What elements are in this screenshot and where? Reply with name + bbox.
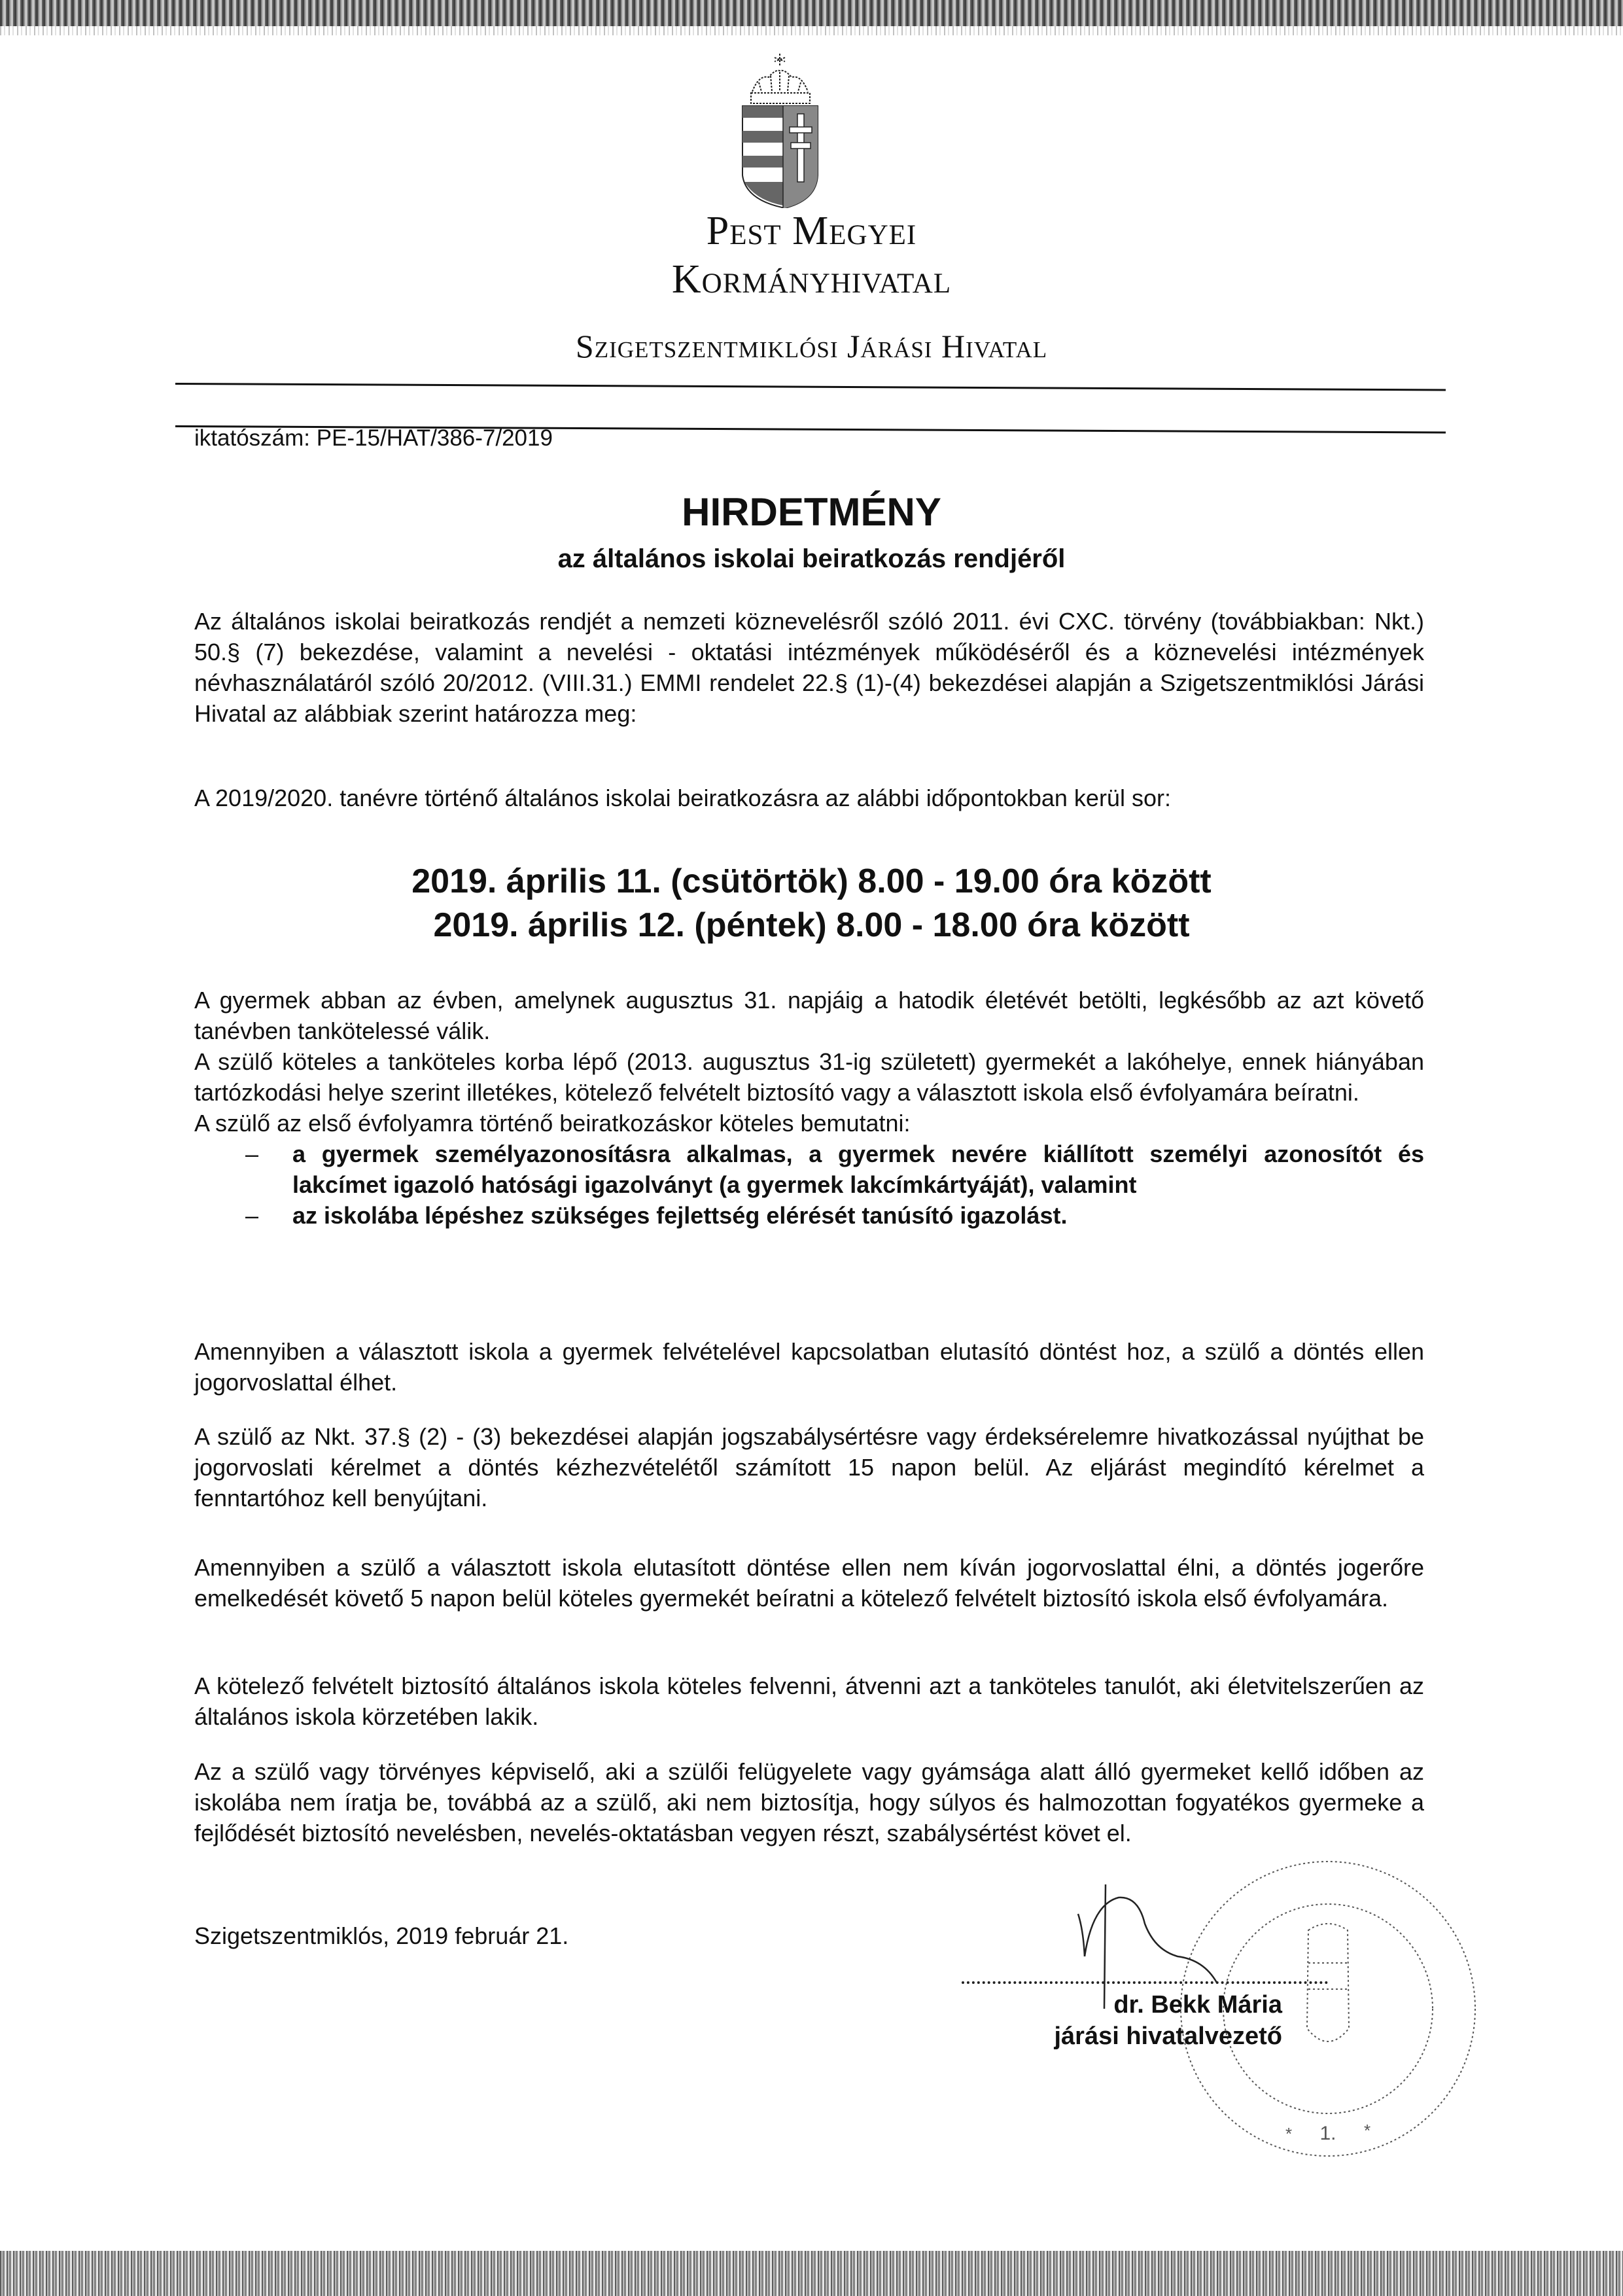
appeal-paragraph xyxy=(194,1421,1424,1513)
svg-text:*: * xyxy=(1363,2121,1371,2140)
intro-text: Az általános iskolai beiratkozás rendjét a nemzeti köznevelésről szóló 2011. évi CXC. törvény (továbbiakban: Nkt.) 50.§ (7) bekezdése, valamint a nevelési - oktatási intézmények működéséről és a köznevelési intézmények névhasználatáról szóló 20/2012. (VIII.31.) EMMI rendelet 22.§ (1)-(4) bekezdései alapján a Szigetszentmiklósi Járási Hivatal az alábbiak szerint határozza meg: xyxy=(194,608,1424,727)
header-divider-top xyxy=(175,383,1446,391)
registration-number: iktatószám: PE-15/HAT/386-7/2019 xyxy=(194,425,553,451)
mandatory-school-text: A kötelező felvételt biztosító általános iskola köteles felvenni, átvenni azt a tanköteles tanulót, aki életvitelszerűen az általános iskola körzetében lakik. xyxy=(194,1672,1424,1730)
scan-artifact-bottom xyxy=(0,2251,1623,2296)
svg-text:*: * xyxy=(1285,2124,1293,2144)
enrollment-dates xyxy=(0,860,1623,947)
document-subtitle: az általános iskolai beiratkozás rendjéről xyxy=(557,544,1066,573)
enrollment-date-1: 2019. április 11. (csütörtök) 8.00 - 19.00 óra között xyxy=(411,862,1212,900)
required-documents-list xyxy=(194,1139,1424,1231)
schedule-intro-text: A 2019/2020. tanévre történő általános iskolai beiratkozásra az alábbi időpontokban kerül sor: xyxy=(194,785,1171,811)
no-appeal-paragraph xyxy=(194,1552,1424,1614)
required-document-1: a gyermek személyazonosításra alkalmas, a gyermek nevére kiállított személyi azonosítót és lakcímet igazoló hatósági igazolványt (a gyermek lakcímkártyáját), valamint xyxy=(292,1140,1424,1198)
document-title: HIRDETMÉNY xyxy=(682,490,941,534)
enrollment-date-2: 2019. április 12. (péntek) 8.00 - 18.00 óra között xyxy=(433,906,1190,944)
parent-duty-text: A szülő köteles a tanköteles korba lépő (2013. augusztus 31-ig született) gyermekét a lakóhelye, ennek hiányában tartózkodási helye szerint illetékes, kötelező felvételt biztosító vagy a választott iskola első évfolyamára beíratni. xyxy=(194,1048,1424,1106)
appeal-text: A szülő az Nkt. 37.§ (2) - (3) bekezdései alapján jogszabálysértésre vagy érdeksérelemre hivatkozással nyújthat be jogorvoslati kérelmet a döntés kézhezvételétől számított 15 napon belül. Az eljárást megindító kérelmet a fenntartóhoz kell benyújtani. xyxy=(194,1423,1424,1511)
rejection-text: Amennyiben a választott iskola a gyermek felvételével kapcsolatban elutasító döntést hoz, a szülő a döntés ellen jogorvoslattal élhet. xyxy=(194,1338,1424,1396)
obligations-section xyxy=(194,985,1424,1231)
office-name: Szigetszentmiklósi Járási Hivatal xyxy=(575,328,1048,364)
offense-paragraph xyxy=(194,1756,1424,1848)
list-item xyxy=(194,1200,1424,1231)
signatory-title: járási hivatalvezető xyxy=(1054,2022,1282,2050)
signatory-block xyxy=(1047,1989,1282,2052)
list-item xyxy=(194,1139,1424,1200)
school-age-text: A gyermek abban az évben, amelynek augusztus 31. napjáig a hatodik életévét betölti, legkésőbb az azt követő tanévben tankötelessé válik. xyxy=(194,987,1424,1044)
required-document-2: az iskolába lépéshez szükséges fejlettség elérését tanúsító igazolást. xyxy=(292,1202,1068,1229)
signatory-name: dr. Bekk Mária xyxy=(1113,1991,1282,2019)
intro-paragraph xyxy=(194,606,1424,729)
rejection-paragraph xyxy=(194,1336,1424,1398)
place-and-date: Szigetszentmiklós, 2019 február 21. xyxy=(194,1922,569,1949)
stamp-number: 1. xyxy=(1319,2123,1336,2144)
no-appeal-text: Amennyiben a szülő a választott iskola elutasított döntése ellen nem kíván jogorvoslattal élni, a döntés jogerőre emelkedését követő 5 napon belül köteles gyermekét beíratni a kötelező felvételt biztosító iskola első évfolyamára. xyxy=(194,1554,1424,1612)
dash-bullet-icon: – xyxy=(245,1140,259,1167)
dash-bullet-icon: – xyxy=(245,1202,259,1229)
documents-intro-text: A szülő az első évfolyamra történő beiratkozáskor köteles bemutatni: xyxy=(194,1110,911,1137)
mandatory-school-paragraph xyxy=(194,1670,1424,1732)
offense-text: Az a szülő vagy törvényes képviselő, aki a szülői felügyelete vagy gyámsága alatt álló gyermeket kellő időben az iskolába nem íratja be, továbbá az a szülő, aki nem biztosítja, hogy súlyos és halmozottan fogyatékos gyermeke a fejlődését biztosító nevelésben, nevelés-oktatásban vegyen részt, szabálysértést követ el. xyxy=(194,1758,1424,1846)
org-name-line1: Pest Megyei xyxy=(706,209,917,253)
signature-dotted-line xyxy=(962,1981,1328,1984)
schedule-intro-paragraph xyxy=(194,783,1424,813)
org-name-line2: Kormányhivatal xyxy=(671,257,952,302)
hungarian-coat-of-arms-icon xyxy=(739,51,821,208)
scan-artifact-top xyxy=(0,0,1623,26)
